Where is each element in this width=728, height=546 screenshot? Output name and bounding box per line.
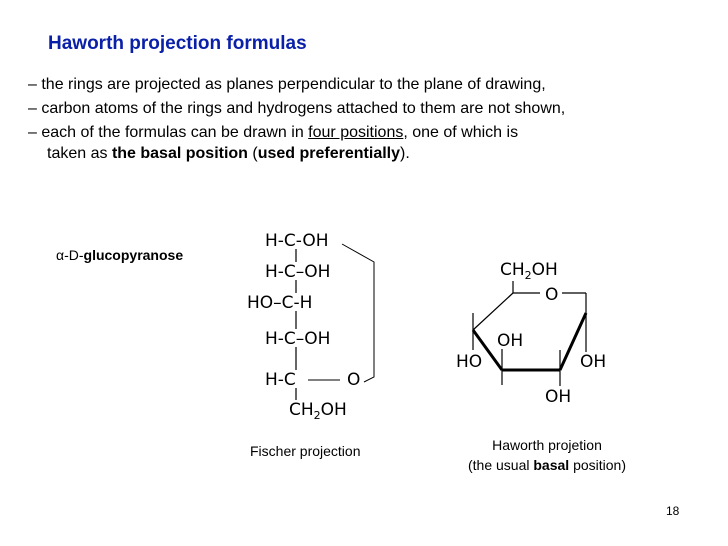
underlined-term: four positions xyxy=(308,124,404,141)
haworth-ring-oxygen: O xyxy=(545,285,559,305)
bold-term: used preferentially xyxy=(257,145,401,162)
haworth-oh-bottom: OH xyxy=(545,387,572,407)
bullet-item: – carbon atoms of the rings and hydrogens attached to them are not shown, xyxy=(28,100,566,117)
page-number: 18 xyxy=(666,504,680,518)
fischer-row-4: H-C–OH xyxy=(265,329,331,349)
caption-text: position) xyxy=(569,457,626,473)
bullet-text: ( xyxy=(247,145,258,162)
ch-text: CH xyxy=(289,400,314,420)
bullet-item: – the rings are projected as planes perpendicular to the plane of drawing, xyxy=(28,76,546,93)
ch-text: CH xyxy=(500,260,525,280)
haworth-oh-upper: OH xyxy=(497,331,524,351)
subscript-2: 2 xyxy=(313,409,321,422)
haworth-ho-left: HO xyxy=(456,352,483,372)
haworth-caption-line2 xyxy=(440,455,654,475)
bullet-text: ). xyxy=(400,145,410,162)
fischer-ring-oxygen: O xyxy=(347,370,361,390)
fischer-row-2: H-C–OH xyxy=(265,262,331,282)
fischer-row-5: H-C xyxy=(265,370,296,390)
oh-text: OH xyxy=(320,400,347,420)
bold-term: the basal position xyxy=(111,145,248,162)
subscript-2: 2 xyxy=(524,269,532,282)
haworth-caption xyxy=(440,435,654,475)
fischer-row-3: HO–C-H xyxy=(247,293,313,313)
bullet-text: – each of the formulas can be drawn in xyxy=(28,124,309,141)
haworth-projection xyxy=(450,254,618,414)
slide-title: Haworth projection formulas xyxy=(48,33,307,54)
caption-bold: basal xyxy=(533,457,570,473)
fischer-row-1: H-C-OH xyxy=(265,231,329,251)
oh-text: OH xyxy=(531,260,558,280)
haworth-oh-right: OH xyxy=(580,352,607,372)
molecule-name-bold: glucopyranose xyxy=(83,247,184,263)
fischer-caption: Fischer projection xyxy=(250,443,361,459)
bullet-text: , one of which is xyxy=(403,124,519,141)
molecule-prefix: α-D- xyxy=(56,247,84,263)
caption-text: (the usual xyxy=(468,457,534,473)
bullet-text: taken as xyxy=(47,145,112,162)
haworth-caption-line1: Haworth projetion xyxy=(492,437,602,453)
fischer-projection xyxy=(246,220,380,426)
